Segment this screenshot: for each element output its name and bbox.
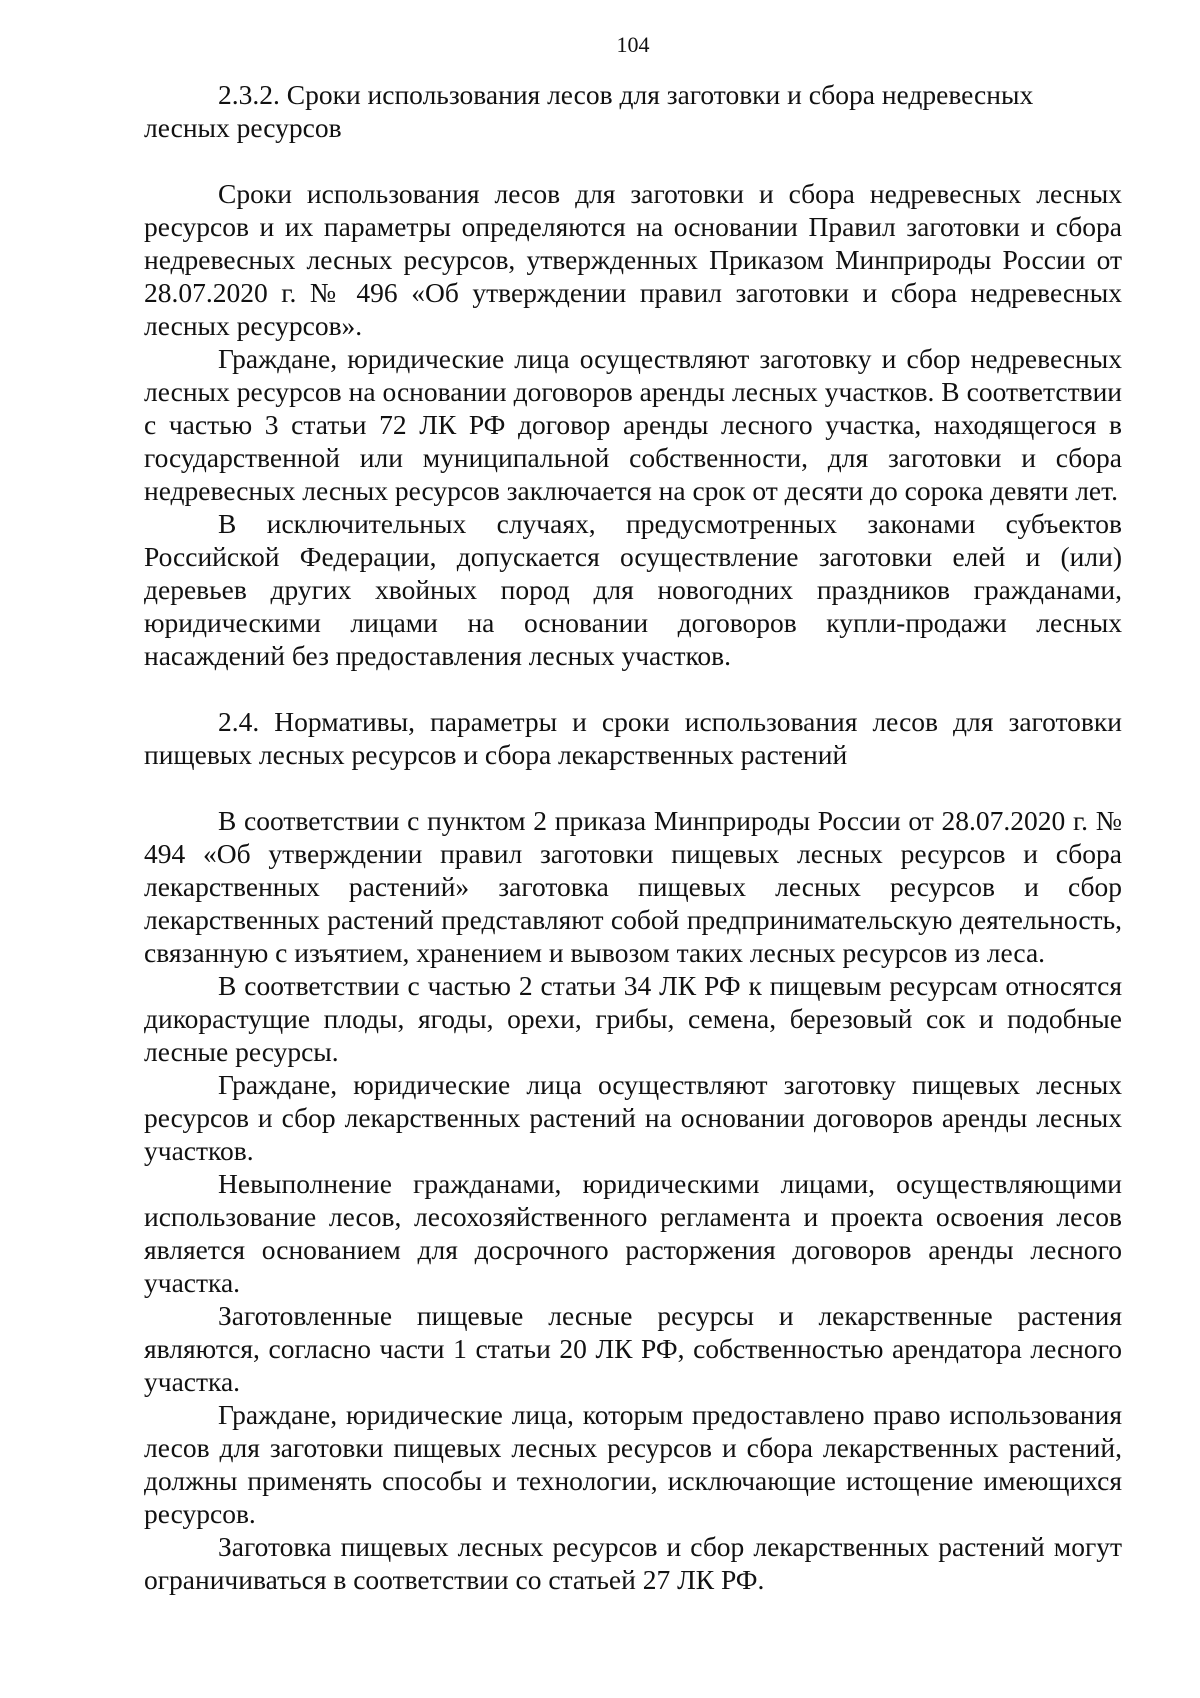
paragraph: В соответствии с частью 2 статьи 34 ЛК РФ к пищевым ресурсам относятся дикорастущие плоды, ягоды, орехи, грибы, семена, березовый сок и подобные лесные ресурсы. (144, 970, 1122, 1067)
paragraph: Граждане, юридические лица осуществляют заготовку и сбор недревесных лесных ресурсов на основании договоров аренды лесных участков. В соответствии с частью 3 статьи 72 ЛК РФ договор аренды лесного участка, находящегося в государственной или муниципальной собственности, для заготовки и сбора недревесных лесных ресурсов заключается на срок от десяти до сорока девяти лет. (144, 343, 1122, 506)
paragraph: Заготовленные пищевые лесные ресурсы и лекарственные растения являются, согласно части 1 статьи 20 ЛК РФ, собственностью арендатора лесного участка. (144, 1300, 1122, 1397)
paragraph: Сроки использования лесов для заготовки и сбора недревесных лесных ресурсов и их параметры определяются на основании Правил заготовки и сбора недревесных лесных ресурсов, утвержденных Приказом Минприроды России от 28.07.2020 г. № 496 «Об утверждении правил заготовки и сбора недревесных лесных ресурсов». (144, 178, 1122, 341)
document-page (144, 30, 1122, 1596)
paragraph: В соответствии с пунктом 2 приказа Минприроды России от 28.07.2020 г. № 494 «Об утверждении правил заготовки пищевых лесных ресурсов и сбора лекарственных растений» заготовка пищевых лесных ресурсов и сбор лекарственных растений представляют собой предпринимательскую деятельность, связанную с изъятием, хранением и вывозом таких лесных ресурсов из леса. (144, 805, 1122, 968)
page-number: 104 (616, 32, 650, 57)
section-heading-2-4: 2.4. Нормативы, параметры и сроки использования лесов для заготовки пищевых лесных ресурсов и сбора лекарственных растений (144, 706, 1122, 770)
paragraph: В исключительных случаях, предусмотренных законами субъектов Российской Федерации, допускается осуществление заготовки елей и (или) деревьев других хвойных пород для новогодних праздников гражданами, юридическими лицами на основании договоров купли-продажи лесных насаждений без предоставления лесных участков. (144, 508, 1122, 671)
spacer (144, 771, 1122, 804)
section-heading-2-3-2: 2.3.2. Сроки использования лесов для заготовки и сбора недревесных лесных ресурсов (144, 79, 1034, 143)
paragraph: Граждане, юридические лица осуществляют заготовку пищевых лесных ресурсов и сбор лекарственных растений на основании договоров аренды лесных участков. (144, 1069, 1122, 1166)
paragraph: Заготовка пищевых лесных ресурсов и сбор лекарственных растений могут ограничиваться в соответствии со статьей 27 ЛК РФ. (144, 1531, 1122, 1595)
spacer (144, 144, 1122, 177)
spacer (144, 672, 1122, 705)
paragraph: Граждане, юридические лица, которым предоставлено право использования лесов для заготовки пищевых лесных ресурсов и сбора лекарственных растений, должны применять способы и технологии, исключающие истощение имеющихся ресурсов. (144, 1399, 1122, 1529)
paragraph: Невыполнение гражданами, юридическими лицами, осуществляющими использование лесов, лесохозяйственного регламента и проекта освоения лесов является основанием для досрочного расторжения договоров аренды лесного участка. (144, 1168, 1122, 1298)
